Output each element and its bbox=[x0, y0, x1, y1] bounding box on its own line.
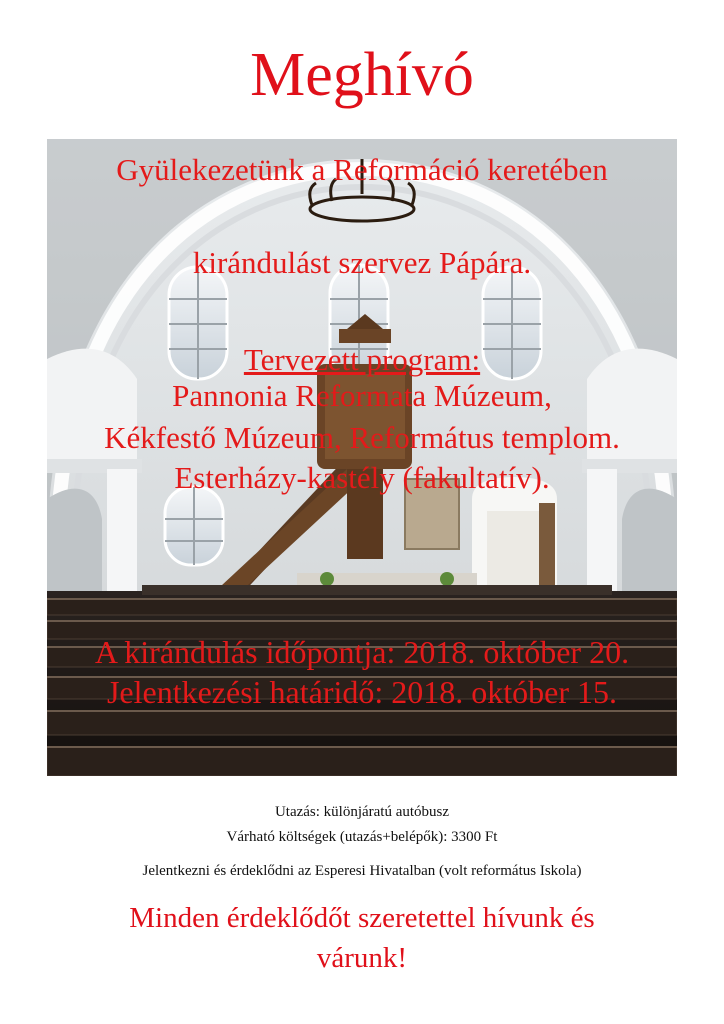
closing-line-1: Minden érdeklődőt szeretettel hívunk és bbox=[129, 902, 595, 934]
church-interior-photo bbox=[47, 139, 677, 776]
trip-date: A kirándulás időpontja: 2018. október 20. bbox=[94, 634, 630, 670]
registration-deadline: Jelentkezési határidő: 2018. október 15. bbox=[106, 674, 618, 710]
program-item: Kékfestő Múzeum, Református templom. bbox=[104, 420, 620, 455]
program-item: Esterházy-kastély (fakultatív). bbox=[174, 460, 550, 495]
cost-info: Várható költségek (utazás+belépők): 3300 Ft bbox=[226, 829, 498, 845]
program-heading: Tervezett program: bbox=[243, 342, 481, 377]
closing-line-2: várunk! bbox=[316, 942, 408, 974]
page-title: Meghívó bbox=[250, 41, 474, 109]
travel-info: Utazás: különjáratú autóbusz bbox=[274, 804, 450, 820]
overlay-intro-line-2: kirándulást szervez Pápára. bbox=[192, 245, 532, 280]
program-item: Pannonia Reformata Múzeum, bbox=[172, 378, 552, 413]
contact-info: Jelentkezni és érdeklődni az Esperesi Hivatalban (volt református Iskola) bbox=[142, 863, 582, 879]
overlay-intro-line-1: Gyülekezetünk a Reformáció keretében bbox=[116, 152, 608, 187]
